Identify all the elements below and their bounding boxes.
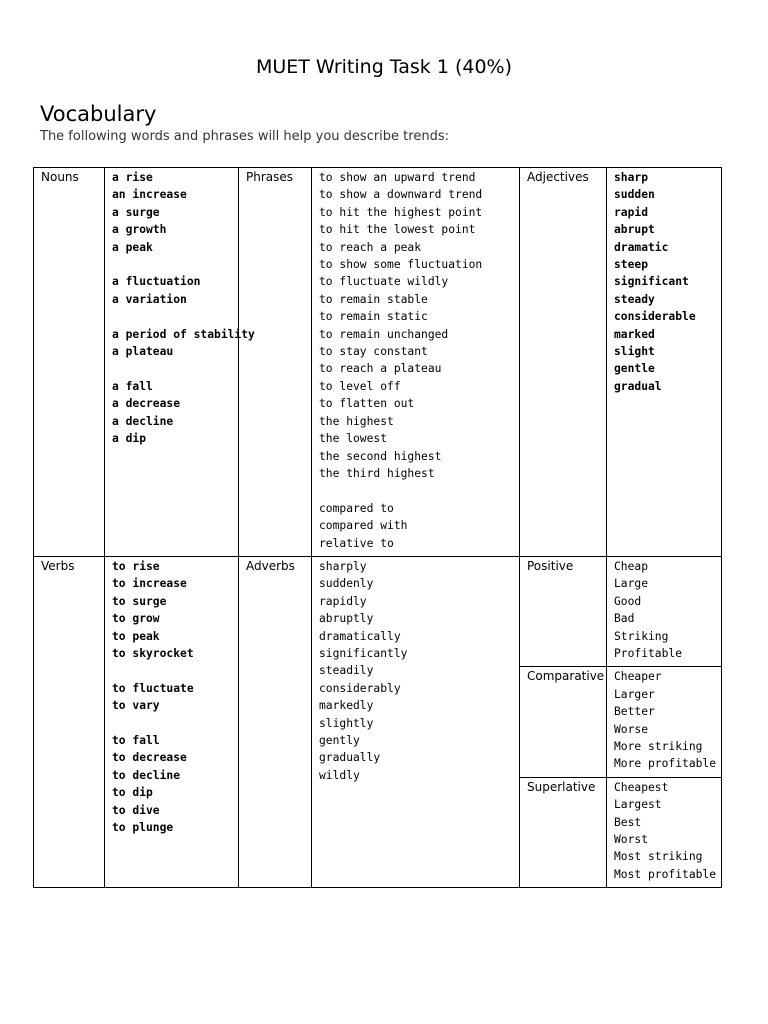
list-item: More striking xyxy=(614,739,703,753)
list-item: to rise xyxy=(112,559,160,573)
list-item xyxy=(112,662,232,679)
list-item: Good xyxy=(614,594,642,608)
list-item: the second highest xyxy=(319,449,442,463)
nouns-label: Nouns xyxy=(34,168,105,557)
list-item: the highest xyxy=(319,414,394,428)
list-item: relative to xyxy=(319,536,394,550)
list-item xyxy=(112,360,232,377)
list-item: Large xyxy=(614,577,649,591)
list-item: a plateau xyxy=(112,345,174,359)
list-item: sharply xyxy=(319,559,367,573)
list-item: to remain stable xyxy=(319,292,428,306)
list-item: a surge xyxy=(112,205,160,219)
intro-text: The following words and phrases will help you describe trends: xyxy=(40,129,449,144)
adverbs-list xyxy=(312,556,520,887)
list-item: Bad xyxy=(614,612,635,626)
list-item: markedly xyxy=(319,699,374,713)
list-item: to show a downward trend xyxy=(319,188,483,202)
verbs-label: Verbs xyxy=(34,556,105,887)
list-item: to fluctuate xyxy=(112,681,194,695)
list-item: a decrease xyxy=(112,397,181,411)
list-item: suddenly xyxy=(319,577,374,591)
list-item: compared with xyxy=(319,519,408,533)
list-item: steady xyxy=(614,292,655,306)
list-item: Cheaper xyxy=(614,670,662,684)
list-item: wildly xyxy=(319,768,360,782)
list-item: Profitable xyxy=(614,646,683,660)
table-row xyxy=(34,556,722,666)
list-item: Cheapest xyxy=(614,780,669,794)
list-item: steep xyxy=(614,258,649,272)
list-item: a dip xyxy=(112,432,147,446)
positive-label: Positive xyxy=(520,556,607,666)
list-item: dramatically xyxy=(319,629,401,643)
list-item: to show some fluctuation xyxy=(319,258,483,272)
comparative-label: Comparative xyxy=(520,667,607,777)
list-item: a period of stability xyxy=(112,327,255,341)
list-item: to plunge xyxy=(112,820,174,834)
list-item: significantly xyxy=(319,646,408,660)
list-item: gradually xyxy=(319,751,381,765)
list-item: Worst xyxy=(614,833,649,847)
list-item: to level off xyxy=(319,379,401,393)
list-item: Best xyxy=(614,815,642,829)
list-item: to reach a peak xyxy=(319,240,422,254)
list-item: a decline xyxy=(112,414,174,428)
list-item: to skyrocket xyxy=(112,646,194,660)
list-item: a variation xyxy=(112,292,187,306)
page-title: MUET Writing Task 1 (40%) xyxy=(255,56,513,78)
list-item xyxy=(319,482,513,499)
list-item: sudden xyxy=(614,188,655,202)
list-item: slight xyxy=(614,345,655,359)
vocabulary-table xyxy=(33,167,722,888)
list-item: to dive xyxy=(112,803,160,817)
list-item: to remain unchanged xyxy=(319,327,449,341)
list-item: to fluctuate wildly xyxy=(319,275,449,289)
list-item: a fall xyxy=(112,379,153,393)
list-item: gradual xyxy=(614,379,662,393)
adjectives-list xyxy=(607,168,722,557)
list-item: marked xyxy=(614,327,655,341)
phrases-label: Phrases xyxy=(239,168,312,557)
list-item: a growth xyxy=(112,223,167,237)
verbs-list xyxy=(105,556,239,887)
list-item: abruptly xyxy=(319,612,374,626)
list-item: Striking xyxy=(614,629,669,643)
list-item: Largest xyxy=(614,798,662,812)
phrases-list xyxy=(312,168,520,557)
list-item: Better xyxy=(614,705,655,719)
list-item: gently xyxy=(319,733,360,747)
list-item: to show an upward trend xyxy=(319,171,476,184)
list-item: to flatten out xyxy=(319,397,415,411)
list-item: gentle xyxy=(614,362,655,376)
table-row xyxy=(34,168,722,557)
list-item xyxy=(112,308,232,325)
list-item: steadily xyxy=(319,664,374,678)
list-item: an increase xyxy=(112,188,187,202)
list-item: a fluctuation xyxy=(112,275,201,289)
list-item: Most profitable xyxy=(614,867,717,881)
list-item: to hit the highest point xyxy=(319,205,483,219)
list-item: rapid xyxy=(614,205,649,219)
list-item: dramatic xyxy=(614,240,669,254)
list-item: to surge xyxy=(112,594,167,608)
list-item: rapidly xyxy=(319,594,367,608)
list-item: to decrease xyxy=(112,751,187,765)
list-item: compared to xyxy=(319,501,394,515)
list-item: to reach a plateau xyxy=(319,362,442,376)
superlative-list xyxy=(607,777,722,887)
list-item xyxy=(112,256,232,273)
list-item: Most striking xyxy=(614,850,703,864)
list-item: to stay constant xyxy=(319,345,428,359)
list-item xyxy=(112,715,232,732)
list-item: Larger xyxy=(614,687,655,701)
list-item: to increase xyxy=(112,577,187,591)
adverbs-label: Adverbs xyxy=(239,556,312,887)
list-item: Cheap xyxy=(614,559,649,573)
list-item: to grow xyxy=(112,612,160,626)
section-heading: Vocabulary xyxy=(40,102,157,126)
list-item: to fall xyxy=(112,733,160,747)
list-item: considerable xyxy=(614,310,696,324)
list-item: the lowest xyxy=(319,432,388,446)
superlative-label: Superlative xyxy=(520,777,607,887)
list-item: a rise xyxy=(112,171,153,184)
list-item: to remain static xyxy=(319,310,428,324)
list-item: slightly xyxy=(319,716,374,730)
list-item: to decline xyxy=(112,768,181,782)
nouns-list xyxy=(105,168,255,557)
list-item: significant xyxy=(614,275,689,289)
list-item: to dip xyxy=(112,786,153,800)
list-item: to hit the lowest point xyxy=(319,223,476,237)
list-item: More profitable xyxy=(614,757,717,771)
list-item: the third highest xyxy=(319,466,435,480)
comparative-list xyxy=(607,667,722,777)
list-item: Worse xyxy=(614,722,649,736)
list-item: sharp xyxy=(614,171,649,184)
list-item: abrupt xyxy=(614,223,655,237)
list-item: to vary xyxy=(112,699,160,713)
list-item: to peak xyxy=(112,629,160,643)
list-item: a peak xyxy=(112,240,153,254)
adjectives-label: Adjectives xyxy=(520,168,607,557)
positive-list xyxy=(607,556,722,666)
list-item: considerably xyxy=(319,681,401,695)
